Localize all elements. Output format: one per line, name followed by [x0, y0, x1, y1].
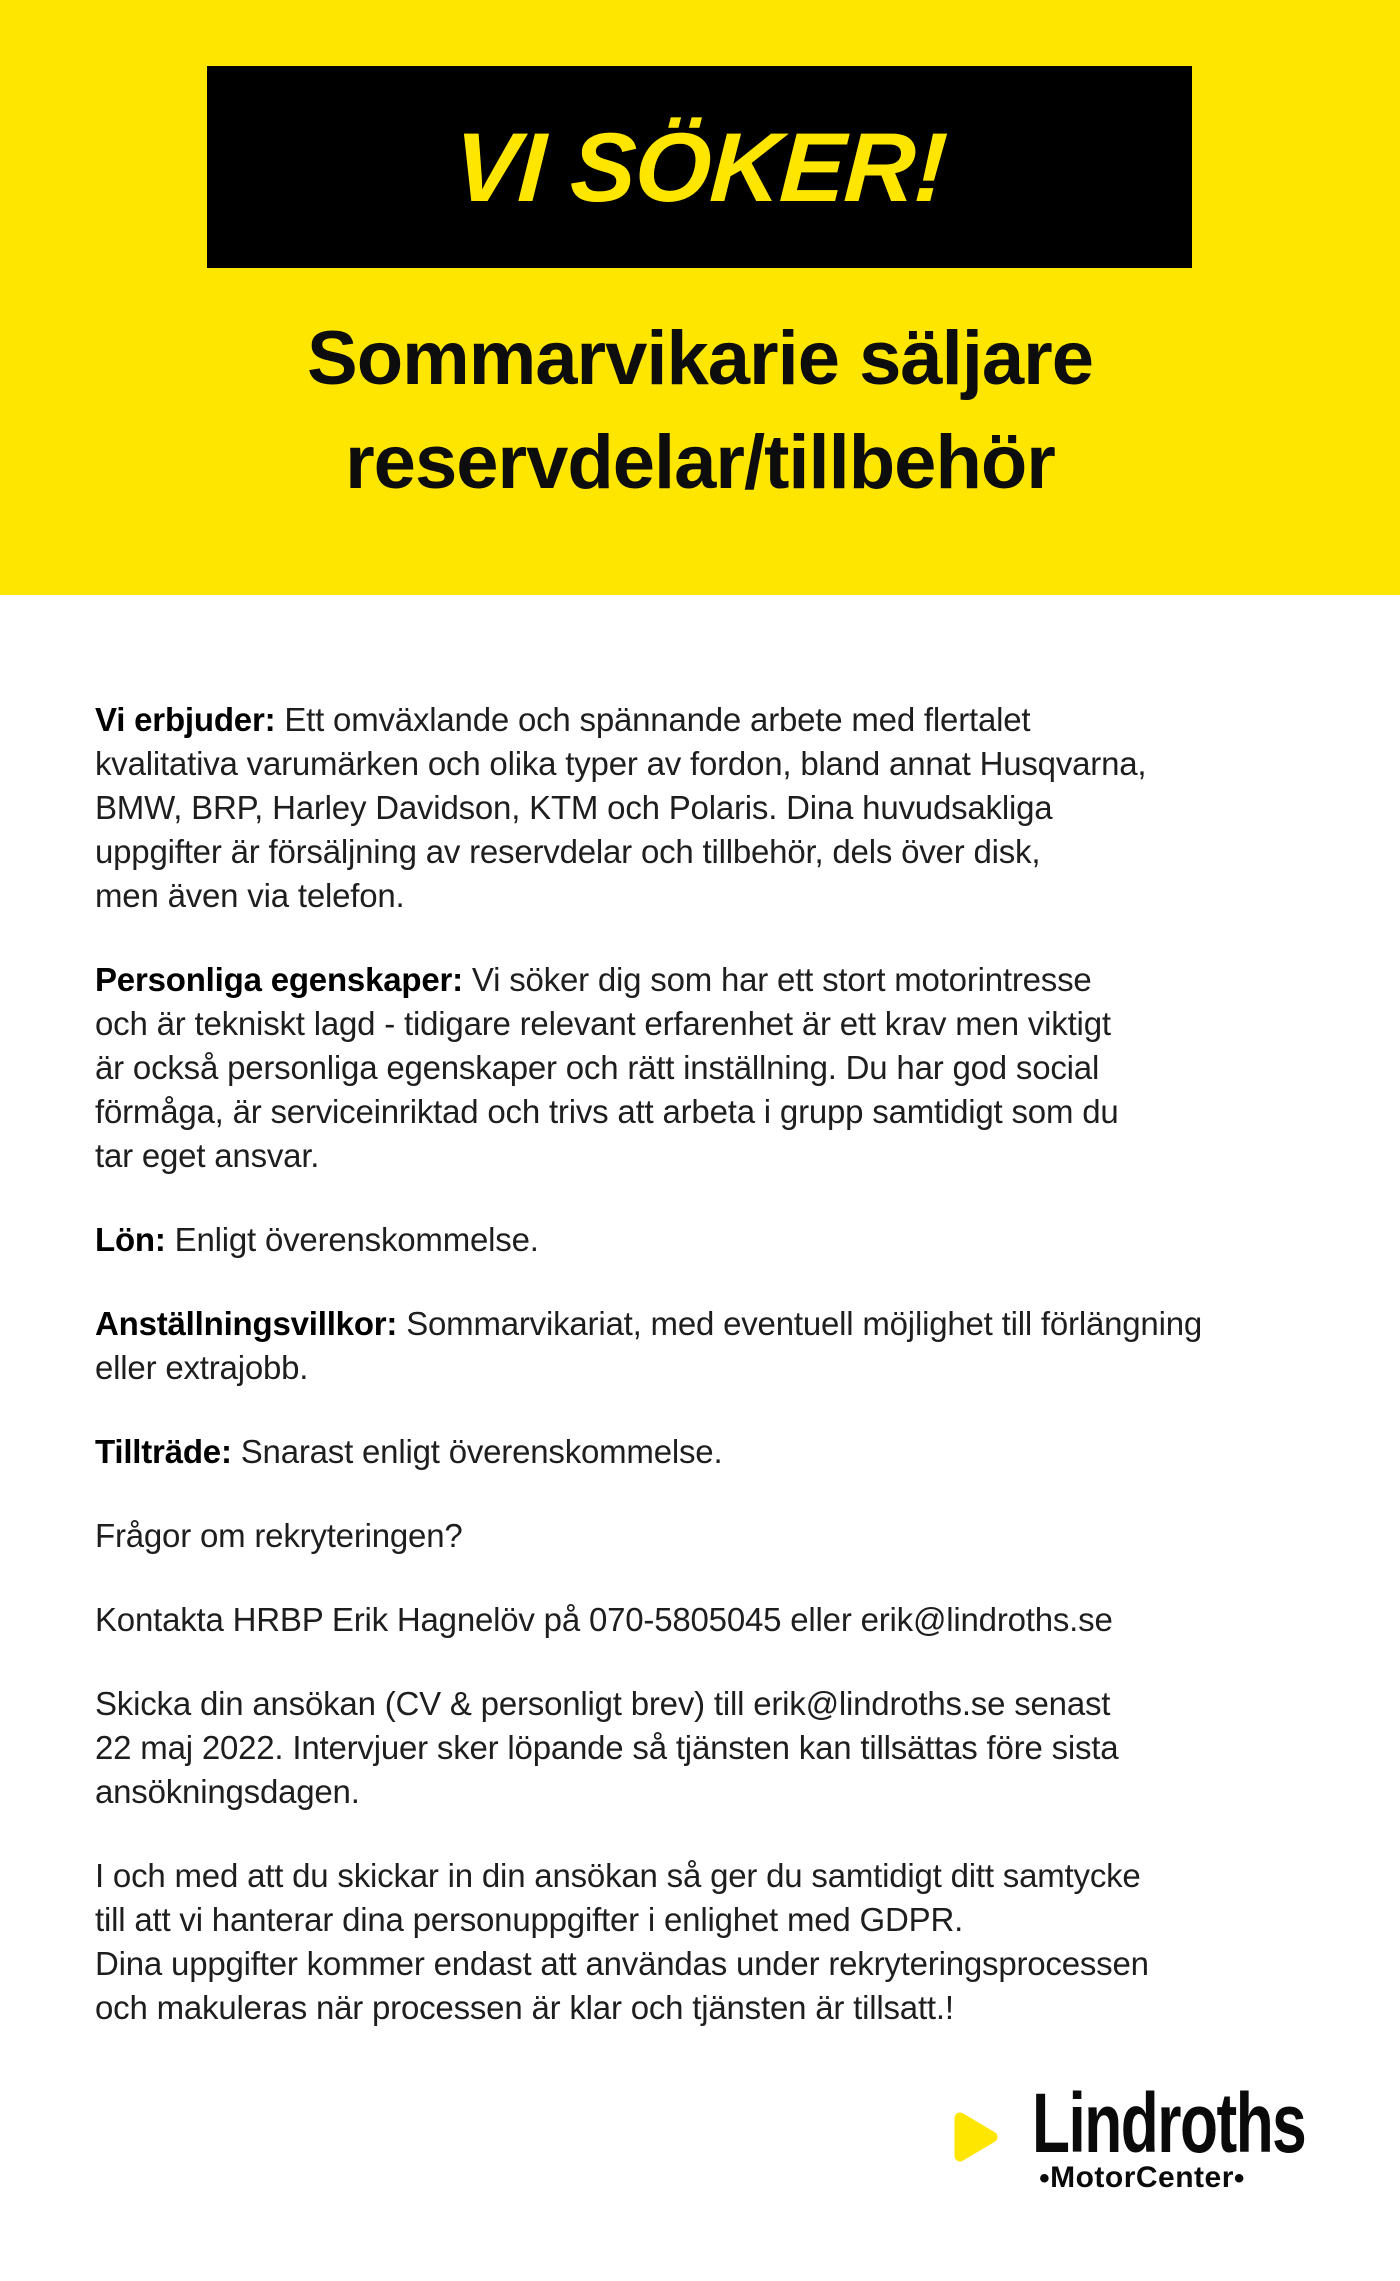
- text-line: kvalitativa varumärken och olika typer av fordon, bland annat Husqvarna,: [95, 745, 1147, 782]
- text-line: ansökningsdagen.: [95, 1773, 360, 1810]
- start-paragraph: [95, 1430, 1365, 1474]
- text-segment: Snarast enligt överenskommelse.: [240, 1433, 723, 1470]
- text-line: Dina uppgifter kommer endast att användas under rekryteringsprocessen: [95, 1945, 1149, 1982]
- employment-paragraph: [95, 1302, 1365, 1390]
- text-line: [95, 1302, 1365, 1346]
- text-line: och är tekniskt lagd - tidigare relevant erfarenhet är ett krav men viktigt: [95, 1005, 1111, 1042]
- text-line: I och med att du skickar in din ansökan så ger du samtidigt ditt samtycke: [95, 1857, 1141, 1894]
- title-line-1: Sommarvikarie säljare: [307, 316, 1093, 401]
- text-segment: Vi söker dig som har ett stort motorintresse: [471, 961, 1092, 998]
- bullet-dot: •: [1233, 2162, 1245, 2195]
- play-triangle-icon: [953, 2112, 999, 2162]
- page-title: [0, 307, 1400, 515]
- text-line: Kontakta HRBP Erik Hagnelöv på 070-5805045 eller erik@lindroths.se: [95, 1601, 1113, 1638]
- salary-paragraph: [95, 1218, 1365, 1262]
- section-label: Anställningsvillkor:: [95, 1305, 398, 1342]
- text-segment: Ett omväxlande och spännande arbete med flertalet: [284, 701, 1031, 738]
- text-line: Skicka din ansökan (CV & personligt brev) till erik@lindroths.se senast: [95, 1685, 1111, 1722]
- bullet-dot: •: [1039, 2162, 1051, 2195]
- text-line: BMW, BRP, Harley Davidson, KTM och Polaris. Dina huvudsakliga: [95, 789, 1053, 826]
- questions-paragraph: [95, 1514, 1365, 1558]
- title-line-2: reservdelar/tillbehör: [345, 420, 1055, 505]
- text-line: Frågor om rekryteringen?: [95, 1517, 463, 1554]
- text-line: [95, 698, 1365, 742]
- section-label: Lön:: [95, 1221, 166, 1258]
- body-text: [95, 698, 1365, 2070]
- logo-subtitle: [1039, 2162, 1245, 2195]
- lindroths-logo: [900, 2076, 1320, 2220]
- text-line: eller extrajobb.: [95, 1349, 309, 1386]
- section-label: Tillträde:: [95, 1433, 232, 1470]
- text-line: uppgifter är försäljning av reservdelar och tillbehör, dels över disk,: [95, 833, 1041, 870]
- text-line: och makuleras när processen är klar och tjänsten är tillsatt.!: [95, 1989, 954, 2026]
- text-line: förmåga, är serviceinriktad och trivs att arbeta i grupp samtidigt som du: [95, 1093, 1119, 1130]
- gdpr-paragraph: [95, 1854, 1365, 2030]
- text-line: [95, 1218, 1365, 1262]
- text-line: men även via telefon.: [95, 877, 405, 914]
- section-label: Personliga egenskaper:: [95, 961, 463, 998]
- text-line: [95, 1430, 1365, 1474]
- logo-name: Lindroths: [1031, 2076, 1305, 2170]
- application-paragraph: [95, 1682, 1365, 1814]
- text-segment: Enligt överenskommelse.: [174, 1221, 539, 1258]
- offer-paragraph: [95, 698, 1365, 918]
- text-segment: Sommarvikariat, med eventuell möjlighet till förlängning: [406, 1305, 1203, 1342]
- header: [0, 0, 1400, 595]
- section-label: Vi erbjuder:: [95, 701, 276, 738]
- text-line: 22 maj 2022. Intervjuer sker löpande så tjänsten kan tillsättas före sista: [95, 1729, 1119, 1766]
- personal-paragraph: [95, 958, 1365, 1178]
- vacancy-banner: [207, 66, 1192, 268]
- text-line: till att vi hanterar dina personuppgifter i enlighet med GDPR.: [95, 1901, 964, 1938]
- logo-subtitle-text: MotorCenter: [1050, 2161, 1234, 2194]
- text-line: [95, 958, 1365, 1002]
- text-line: är också personliga egenskaper och rätt inställning. Du har god social: [95, 1049, 1100, 1086]
- banner-text: VI SÖKER!: [450, 111, 949, 222]
- text-line: tar eget ansvar.: [95, 1137, 320, 1174]
- contact-paragraph: [95, 1598, 1365, 1642]
